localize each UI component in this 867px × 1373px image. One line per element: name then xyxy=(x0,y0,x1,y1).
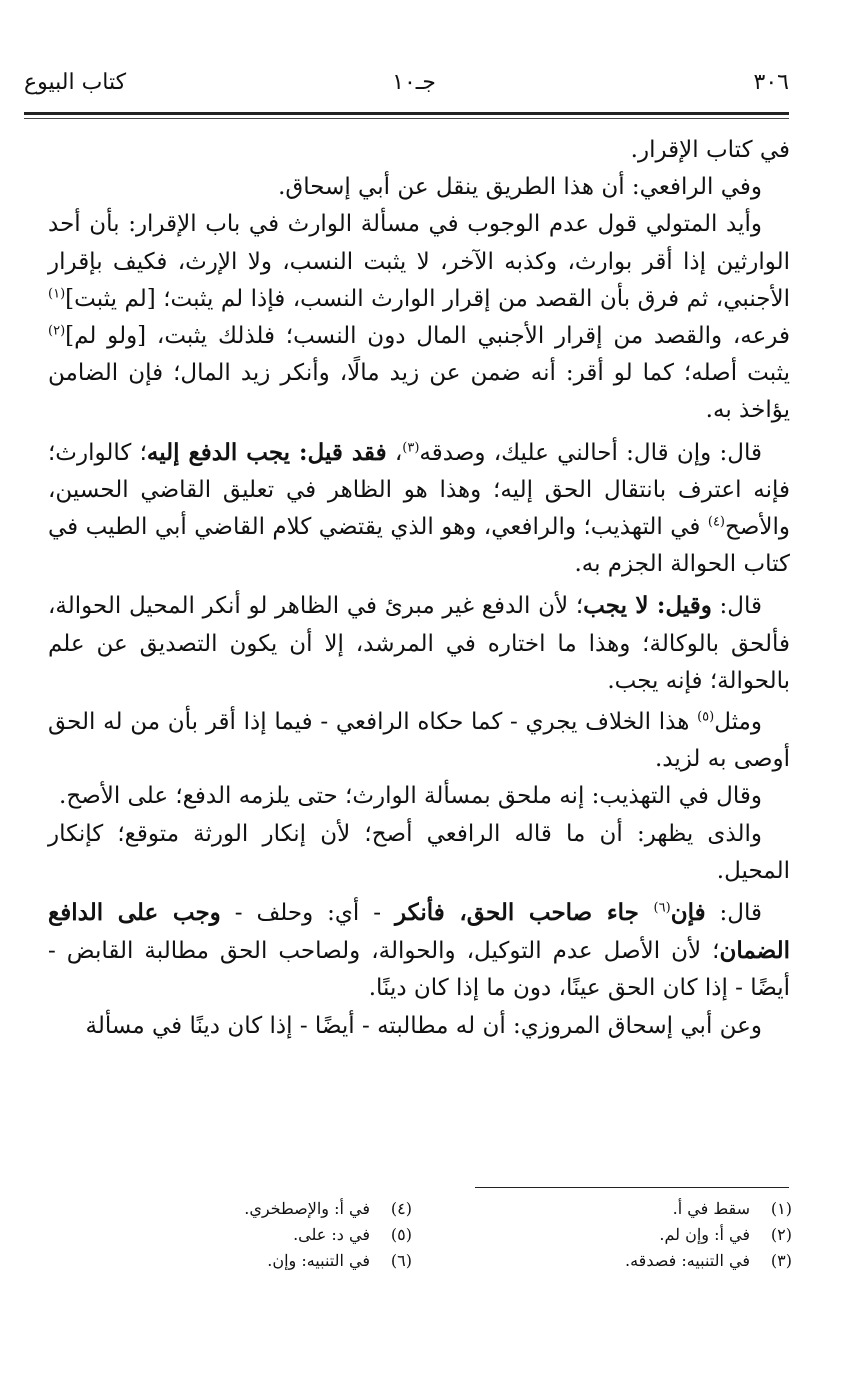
footnote-text: في أ: والإصطخري. xyxy=(244,1199,370,1218)
footnote xyxy=(462,1222,792,1248)
footnote-text: في التنبيه: فصدقه. xyxy=(625,1251,750,1270)
paragraph: وقال في التهذيب: إنه ملحق بمسألة الوارث؛ حتى يلزمه الدفع؛ على الأصح. xyxy=(59,783,762,810)
bold-run: جاء صاحب الحق، فأنكر xyxy=(394,899,654,927)
footnote-text: في التنبيه: وإن. xyxy=(267,1251,370,1270)
paragraph: وعن أبي إسحاق المروزي: أن له مطالبته - أيضًا - إذا كان دينًا في مسألة xyxy=(85,1012,762,1039)
text-run: - أي: وحلف - xyxy=(220,900,395,927)
footnote-number: (٥) xyxy=(390,1225,412,1244)
footnote xyxy=(462,1248,792,1274)
footnote xyxy=(82,1222,412,1248)
bold-run: وجب على الدافع الضمان xyxy=(48,899,790,965)
running-header xyxy=(24,70,789,106)
footnote xyxy=(82,1248,412,1274)
paragraph: وفي الرافعي: أن هذا الطريق ينقل عن أبي إسحاق. xyxy=(278,174,762,201)
footnote xyxy=(462,1196,792,1222)
paragraph xyxy=(48,587,790,700)
footnote-marker: (٥) xyxy=(697,709,715,725)
text-run: ؛ كالوارث؛ فإنه اعترف بانتقال الحق إليه؛ وهذا هو الظاهر في تعليق القاضي الحسين، والأصح xyxy=(48,439,790,541)
paragraph xyxy=(48,704,790,778)
footnote-rule xyxy=(475,1187,789,1188)
footnote-marker: (٤) xyxy=(707,514,725,530)
footnote-number: (٢) xyxy=(770,1225,792,1244)
text-run: في التهذيب؛ والرافعي، وهو الذي يقتضي كلام القاضي أبي الطيب في كتاب الحوالة الجزم به. xyxy=(48,514,790,578)
bold-run: فقد قيل: يجب الدفع إليه xyxy=(146,438,387,466)
footnote-column-right xyxy=(462,1196,792,1274)
paragraph: والذى يظهر: أن ما قاله الرافعي أصح؛ لأن إنكار الورثة متوقع؛ كإنكار المحيل. xyxy=(48,820,790,884)
paragraph xyxy=(48,206,790,429)
footnote-marker: (١) xyxy=(48,286,66,302)
book-title: كتاب البيوع xyxy=(24,70,127,95)
text-run: هذا الخلاف يجري - كما حكاه الرافعي - فيما إذا أقر بأن من له الحق أوصى به لزيد. xyxy=(48,709,790,773)
text-run: وأيد المتولي قول عدم الوجوب في مسألة الوارث في باب الإقرار: بأن أحد الوارثين إذا أقر بوارث، وكذبه الآخر، لا يثبت النسب، ولا الإرث، فكيف بإقرار الأجنبي، ثم فرق بأن القصد من إقرار الوارث النسب، فإذا لم يثبت؛ [لم يثبت] xyxy=(48,211,790,312)
volume-label: جـ١٠ xyxy=(392,70,436,95)
footnote-text: سقط في أ. xyxy=(672,1199,750,1218)
footnote-text: في أ: وإن لم. xyxy=(659,1225,750,1244)
bold-run: فإن xyxy=(670,899,706,927)
text-run: فرعه، والقصد من إقرار الأجنبي المال دون النسب؛ فلذلك يثبت، [ولو لم] xyxy=(65,323,790,350)
text-run: ؛ لأن الأصل عدم التوكيل، والحوالة، ولصاحب الحق مطالبة القابض - أيضًا - إذا كان الحق عينًا، دون ما إذا كان دينًا. xyxy=(48,938,790,1002)
text-run: قال: وإن قال: أحالني عليك، وصدقه xyxy=(419,439,762,466)
main-text xyxy=(48,132,790,1045)
footnote-marker: (٢) xyxy=(48,323,66,339)
page-number: ٣٠٦ xyxy=(753,70,789,95)
paragraph xyxy=(48,434,790,584)
footnote-number: (١) xyxy=(770,1199,792,1218)
text-run: ، xyxy=(386,439,403,466)
text-run: قال: xyxy=(705,900,762,927)
bold-run: وقيل: لا يجب xyxy=(583,592,712,620)
paragraph: في كتاب الإقرار. xyxy=(630,137,790,163)
footnote-marker: (٦) xyxy=(653,900,671,916)
paragraph xyxy=(48,894,790,1008)
text-run: قال: xyxy=(711,593,763,620)
text-run: ؛ لأن الدفع غير مبرئ في الظاهر لو أنكر المحيل الحوالة، فألحق بالوكالة؛ وهذا ما اختاره في المرشد، إلا أن يكون التصديق عن علم بالحوالة؛ فإنه يجب. xyxy=(48,593,790,694)
footnote xyxy=(82,1196,412,1222)
footnote-number: (٣) xyxy=(770,1251,792,1270)
header-rule-thick xyxy=(24,112,789,115)
footnote-column-left xyxy=(82,1196,412,1274)
text-run: ومثل xyxy=(714,709,762,736)
text-run: يثبت أصله؛ كما لو أقر: أنه ضمن عن زيد مالًا، وأنكر زيد المال؛ فإن الضامن يؤاخذ به. xyxy=(48,360,790,424)
footnote-text: في د: على. xyxy=(293,1225,370,1244)
footnote-number: (٤) xyxy=(390,1199,412,1218)
footnote-number: (٦) xyxy=(390,1251,412,1270)
header-rule-thin xyxy=(24,118,789,119)
footnote-marker: (٣) xyxy=(402,439,420,455)
